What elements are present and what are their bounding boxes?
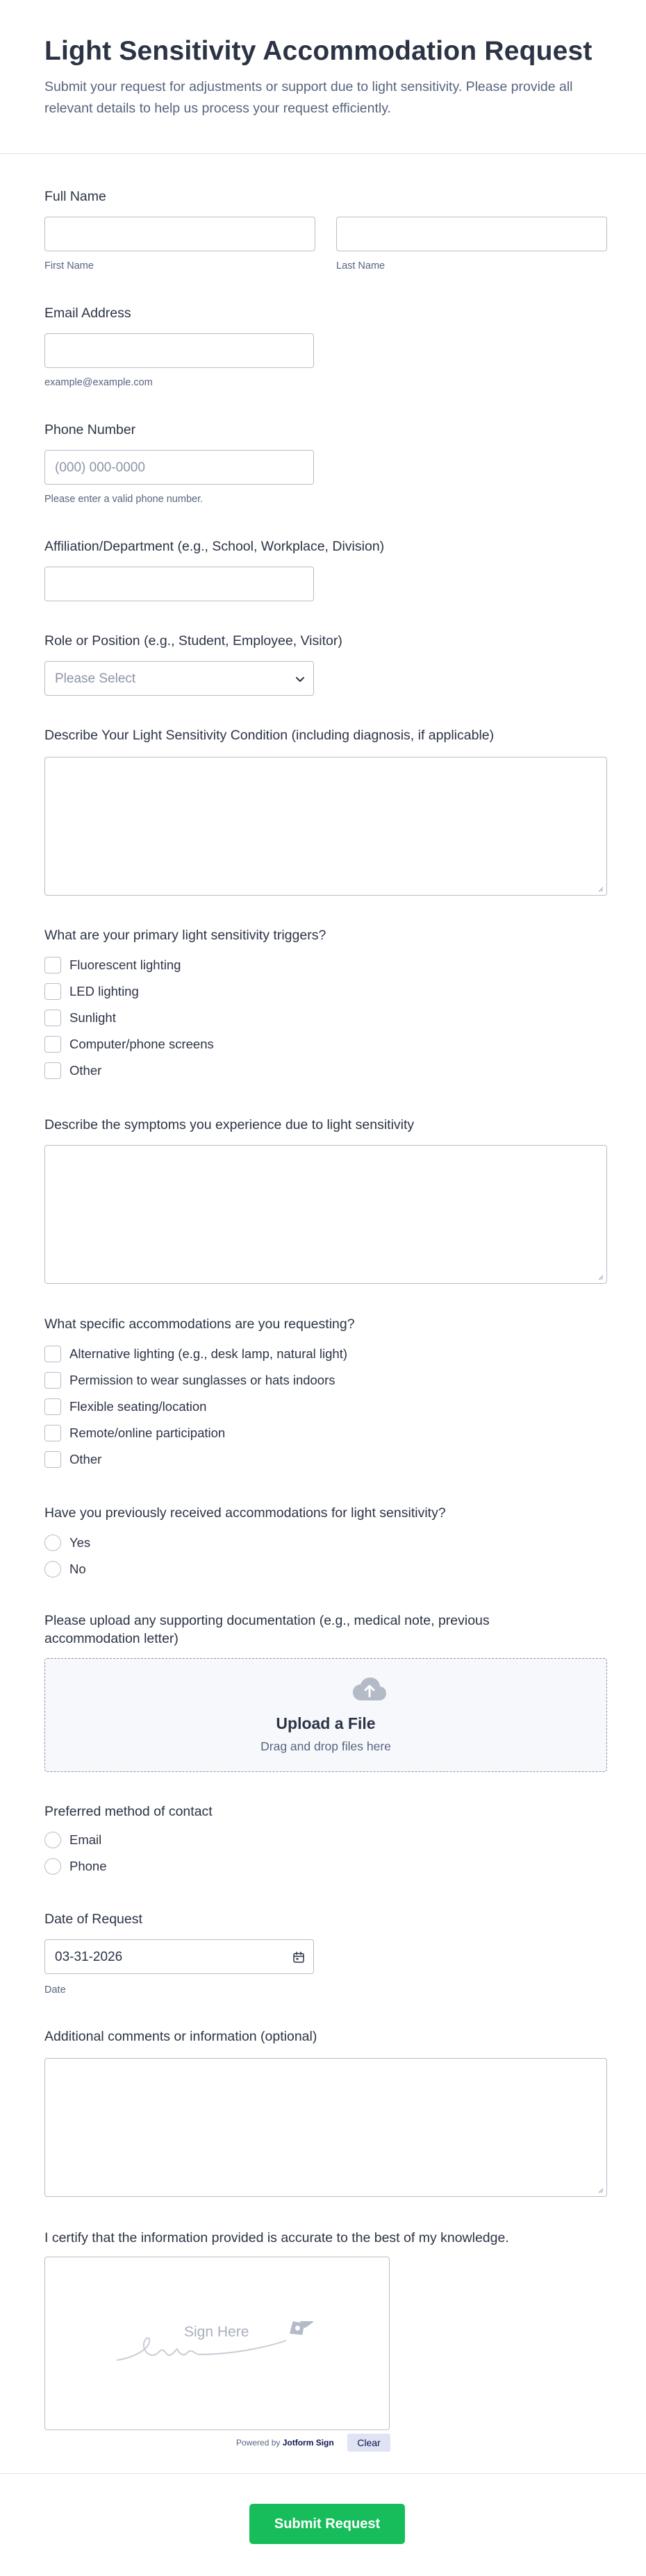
accommodation-option-label: Remote/online participation <box>69 1425 226 1440</box>
signature-scribble-icon <box>115 2321 330 2366</box>
resize-grip-icon[interactable] <box>597 1273 604 1280</box>
signature-field <box>44 2229 607 2250</box>
radio-button[interactable] <box>44 1858 61 1875</box>
phone-placeholder: (000) 000-0000 <box>55 460 145 475</box>
chevron-down-icon <box>295 674 305 684</box>
cloud-upload-icon <box>352 1677 387 1702</box>
triggers-field <box>44 926 607 1086</box>
trigger-option-label: Sunlight <box>69 1010 116 1025</box>
calendar-icon[interactable] <box>292 1951 305 1964</box>
date-sublabel: Date <box>44 1984 66 1996</box>
previous-option-label: Yes <box>69 1535 91 1550</box>
phone-label: Phone Number <box>44 422 136 437</box>
clear-signature-button[interactable]: Clear <box>347 2434 390 2452</box>
symptoms-field <box>44 1116 607 1289</box>
previous-label: Have you previously received accommodations for light sensitivity? <box>44 1505 446 1521</box>
full-name-field <box>44 187 607 271</box>
last-name-sublabel: Last Name <box>336 260 386 271</box>
affiliation-input[interactable] <box>44 567 314 601</box>
accommodations-field <box>44 1315 607 1475</box>
date-value: 03-31-2026 <box>55 1950 123 1964</box>
full-name-label: Full Name <box>44 189 106 204</box>
first-name-input[interactable] <box>44 217 315 251</box>
radio-button[interactable] <box>44 1832 61 1848</box>
comments-textarea[interactable] <box>44 2058 607 2197</box>
signature-label: I certify that the information provided is accurate to the best of my knowledge. <box>44 2230 509 2245</box>
accommodations-label: What specific accommodations are you requesting? <box>44 1316 355 1332</box>
contact-field <box>44 1803 607 1886</box>
symptoms-textarea[interactable] <box>44 1145 607 1284</box>
checkbox[interactable] <box>44 1010 61 1026</box>
first-name-sublabel: First Name <box>44 260 94 271</box>
trigger-option-label: LED lighting <box>69 984 139 998</box>
checkbox[interactable] <box>44 1372 61 1389</box>
upload-dropzone[interactable] <box>44 1658 607 1772</box>
role-field <box>44 632 607 701</box>
powered-by-text: Powered by <box>236 2438 281 2448</box>
upload-label-line1: Please upload any supporting documentation (e.g., medical note, previous <box>44 1613 490 1628</box>
contact-option-label: Phone <box>69 1859 107 1873</box>
accommodation-option-label: Flexible seating/location <box>69 1399 207 1414</box>
checkbox[interactable] <box>44 1425 61 1441</box>
previous-option-label: No <box>69 1562 86 1576</box>
upload-field <box>44 1612 607 1653</box>
upload-title: Upload a File <box>276 1714 376 1732</box>
radio-button[interactable] <box>44 1534 61 1551</box>
role-select[interactable] <box>44 661 314 696</box>
resize-grip-icon[interactable] <box>597 2186 604 2193</box>
checkbox[interactable] <box>44 983 61 1000</box>
form-description: Submit your request for adjustments or support due to light sensitivity. Please provide all relevant details to help us process your request efficiently. <box>44 79 573 116</box>
footer-divider <box>0 2473 646 2474</box>
trigger-option-label: Other <box>69 1063 102 1078</box>
jotform-sign-brand[interactable]: Jotform Sign <box>282 2438 334 2448</box>
submit-button[interactable]: Submit Request <box>249 2504 405 2544</box>
contact-label: Preferred method of contact <box>44 1804 213 1819</box>
checkbox[interactable] <box>44 1398 61 1415</box>
comments-field <box>44 2027 607 2201</box>
accommodation-option-label: Alternative lighting (e.g., desk lamp, natural light) <box>69 1346 348 1361</box>
condition-textarea[interactable] <box>44 757 607 896</box>
phone-sublabel: Please enter a valid phone number. <box>44 494 204 505</box>
phone-input[interactable] <box>44 450 314 485</box>
contact-option-label: Email <box>69 1832 102 1847</box>
affiliation-label: Affiliation/Department (e.g., School, Workplace, Division) <box>44 539 385 554</box>
upload-label-line2: accommodation letter) <box>44 1631 179 1646</box>
affiliation-field <box>44 537 607 607</box>
email-input[interactable] <box>44 333 314 368</box>
signature-placeholder: Sign Here <box>184 2324 249 2340</box>
checkbox[interactable] <box>44 1062 61 1079</box>
email-label: Email Address <box>44 306 131 321</box>
triggers-label: What are your primary light sensitivity triggers? <box>44 928 326 943</box>
trigger-option-label: Fluorescent lighting <box>69 957 181 972</box>
powered-by <box>236 2438 334 2448</box>
date-field <box>44 1910 607 2000</box>
trigger-option-label: Computer/phone screens <box>69 1037 214 1051</box>
form-title: Light Sensitivity Accommodation Request <box>44 36 593 66</box>
phone-field <box>44 421 607 504</box>
email-sublabel: example@example.com <box>44 377 153 388</box>
radio-button[interactable] <box>44 1561 61 1578</box>
role-placeholder: Please Select <box>55 671 136 686</box>
upload-hint: Drag and drop files here <box>260 1739 391 1753</box>
condition-label: Describe Your Light Sensitivity Condition (including diagnosis, if applicable) <box>44 728 495 743</box>
accommodation-option-label: Permission to wear sunglasses or hats indoors <box>69 1373 336 1387</box>
symptoms-label: Describe the symptoms you experience due to light sensitivity <box>44 1117 415 1132</box>
checkbox[interactable] <box>44 1036 61 1053</box>
condition-field <box>44 726 607 900</box>
last-name-input[interactable] <box>336 217 607 251</box>
accommodation-option-label: Other <box>69 1452 102 1466</box>
role-label: Role or Position (e.g., Student, Employee, Visitor) <box>44 633 342 649</box>
form-header <box>0 0 646 154</box>
resize-grip-icon[interactable] <box>597 885 604 892</box>
checkbox[interactable] <box>44 1451 61 1468</box>
date-input[interactable] <box>44 1939 314 1974</box>
checkbox[interactable] <box>44 957 61 973</box>
previous-field <box>44 1504 607 1587</box>
comments-label: Additional comments or information (optional) <box>44 2029 317 2044</box>
signature-pad[interactable] <box>44 2257 390 2430</box>
date-label: Date of Request <box>44 1912 142 1927</box>
email-field <box>44 304 607 387</box>
checkbox[interactable] <box>44 1346 61 1362</box>
